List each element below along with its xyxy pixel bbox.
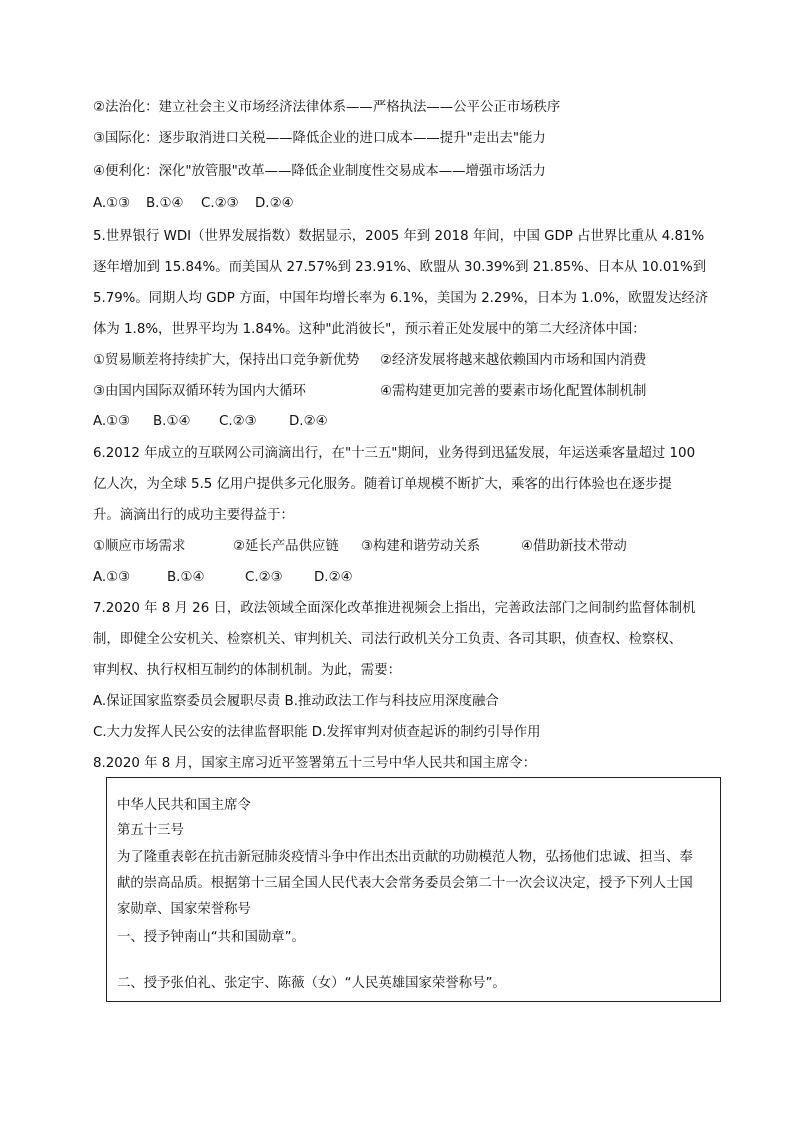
q4-choice-b: B.①④ xyxy=(146,196,184,211)
decree-item-2: 二、授予张伯礼、张定宇、陈薇（女）“人民英雄国家荣誉称号”。 xyxy=(117,976,506,991)
q4-choice-c: C.②③ xyxy=(201,196,239,211)
q7-stem-line: 制，即健全公安机关、检察机关、审判机关、司法行政机关分工负责、各司其职，侦查权、检察权、 xyxy=(93,632,683,647)
decree-text-line: 家勋章、国家荣誉称号 xyxy=(117,902,251,917)
q5-option-4: ④需构建更加完善的要素市场化配置体制机制 xyxy=(380,384,647,399)
q5-stem-line: 5.世界银行 WDI（世界发展指数）数据显示，2005 年到 2018 年间，中国 GDP 占世界比重从 4.81% xyxy=(93,229,705,244)
q4-option-4: ④便利化：深化"放管服"改革——降低企业制度性交易成本——增强市场活力 xyxy=(93,164,546,179)
q7-choices-line-2: C.大力发挥人民公安的法律监督职能 D.发挥审判对侦查起诉的制约引导作用 xyxy=(93,725,541,740)
q7-stem-line: 7.2020 年 8 月 26 日，政法领域全面深化改革推进视频会上指出，完善政法部门之间制约监督体制机 xyxy=(93,601,696,616)
q6-choice-b: B.①④ xyxy=(167,570,205,585)
decree-item-1: 一、授予钟南山“共和国勋章”。 xyxy=(117,930,305,945)
q7-choices-line-1: A.保证国家监察委员会履职尽责 B.推动政法工作与科技应用深度融合 xyxy=(93,694,499,709)
q6-choice-c: C.②③ xyxy=(245,570,283,585)
q4-choice-d: D.②④ xyxy=(255,196,294,211)
q7-stem-line: 审判权、执行权相互制约的体制机制。为此，需要： xyxy=(93,663,401,678)
decree-title: 中华人民共和国主席令 xyxy=(117,798,251,813)
q5-stem-line: 5.79%。同期人均 GDP 方面，中国年均增长率为 6.1%，美国为 2.29%，日本为 1.0%，欧盟发达经济 xyxy=(93,291,709,306)
q6-option-2: ②延长产品供应链 xyxy=(233,539,339,554)
q6-stem-line: 6.2012 年成立的互联网公司滴滴出行，在"十三五"期间，业务得到迅猛发展，年运送乘客量超过 100 xyxy=(93,446,696,461)
q6-stem-line: 亿人次，为全球 5.5 亿用户提供多元化服务。随着订单规模不断扩大，乘客的出行体验也在逐步提 xyxy=(93,477,672,492)
q6-option-4: ④借助新技术带动 xyxy=(521,539,627,554)
q5-choice-c: C.②③ xyxy=(219,414,257,429)
q8-stem: 8.2020 年 8 月，国家主席习近平签署第五十三号中华人民共和国主席令： xyxy=(93,756,537,771)
decree-number: 第五十三号 xyxy=(117,823,184,838)
q5-option-1: ①贸易顺差将持续扩大，保持出口竞争新优势 xyxy=(93,353,360,368)
q6-option-3: ③构建和谐劳动关系 xyxy=(361,539,481,554)
decree-text-line: 为了隆重表彰在抗击新冠肺炎疫情斗争中作出杰出贡献的功勋模范人物，弘扬他们忠诚、担当、奉 xyxy=(117,850,693,865)
q5-choice-d: D.②④ xyxy=(289,414,328,429)
q5-option-2: ②经济发展将越来越依赖国内市场和国内消费 xyxy=(380,353,647,368)
q5-stem-line: 体为 1.8%，世界平均为 1.84%。这种"此消彼长"，预示着正处发展中的第二大经济体中国： xyxy=(93,322,646,337)
q6-option-1: ①顺应市场需求 xyxy=(93,539,186,554)
q4-option-3: ③国际化：逐步取消进口关税——降低企业的进口成本——提升"走出去"能力 xyxy=(93,131,546,146)
q5-choice-b: B.①④ xyxy=(153,414,191,429)
decree-text-line: 献的崇高品质。根据第十三届全国人民代表大会常务委员会第二十一次会议决定，授予下列人士国 xyxy=(117,876,693,891)
q6-choice-d: D.②④ xyxy=(314,570,353,585)
q5-choice-a: A.①③ xyxy=(93,414,131,429)
q4-choice-a: A.①③ xyxy=(93,196,131,211)
q5-option-3: ③由国内国际双循环转为国内大循环 xyxy=(93,384,306,399)
q4-option-2: ②法治化：建立社会主义市场经济法律体系——严格执法——公平公正市场秩序 xyxy=(93,100,561,115)
q6-choice-a: A.①③ xyxy=(93,570,131,585)
q5-stem-line: 逐年增加到 15.84%。而美国从 27.57%到 23.91%、欧盟从 30.39%到 21.85%、日本从 10.01%到 xyxy=(93,260,707,275)
q6-stem-line: 升。滴滴出行的成功主要得益于： xyxy=(93,508,294,523)
